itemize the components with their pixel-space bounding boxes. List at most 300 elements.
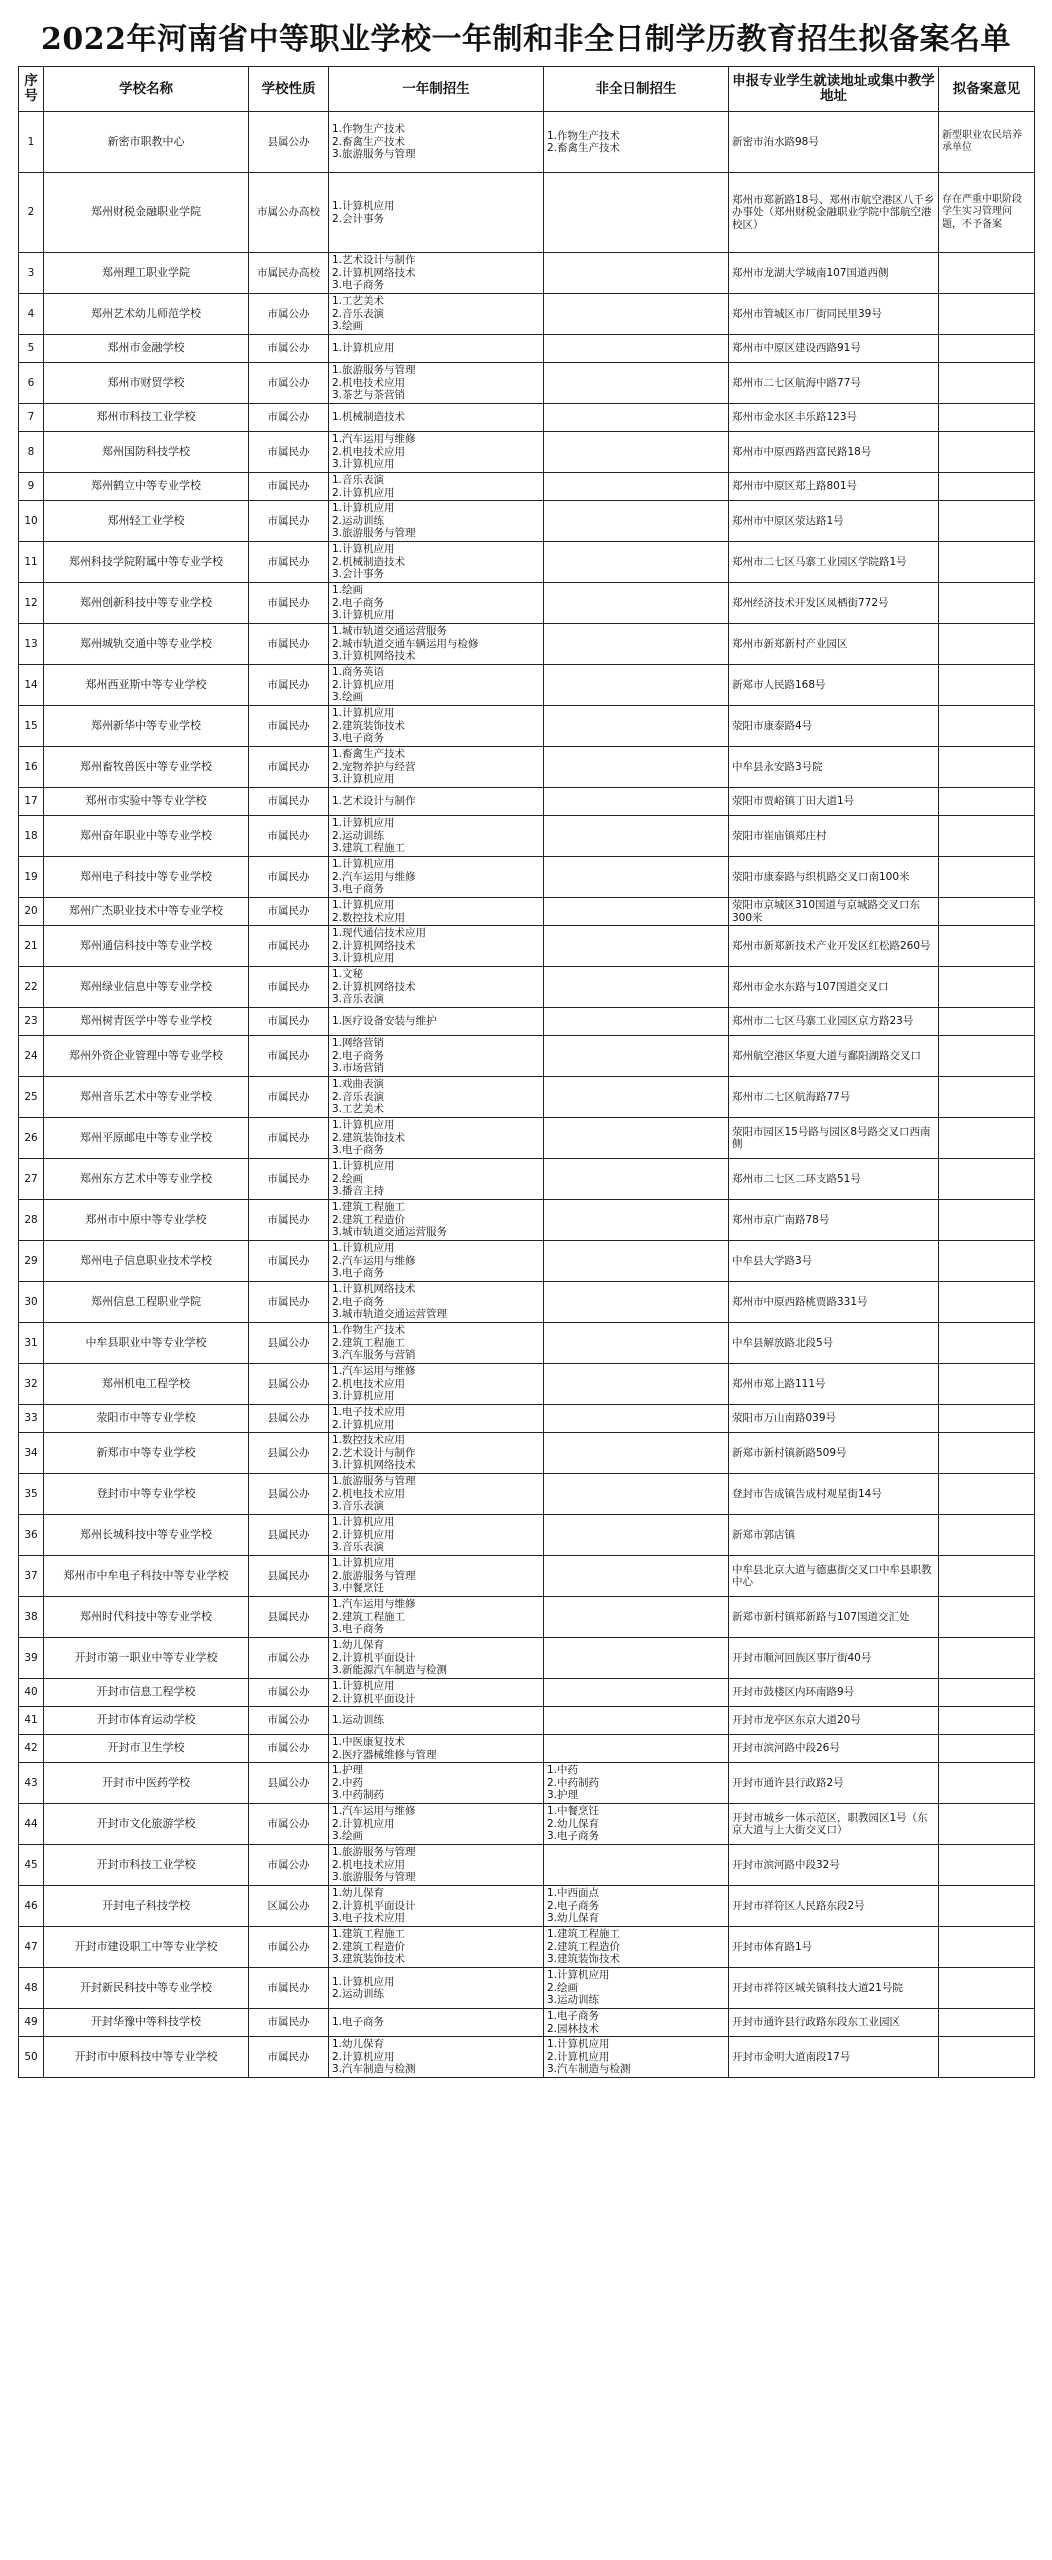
registration-opinion [939,542,1035,583]
school-name: 郑州音乐艺术中等专业学校 [44,1077,249,1118]
part-time-majors: 1.中餐烹饪 2.幼儿保育 3.电子商务 [544,1804,729,1845]
one-year-majors: 1.计算机应用 2.汽车运用与维修 3.电子商务 [329,857,544,898]
teaching-address: 郑州市二七区马寨工业园区学院路1号 [729,542,939,583]
school-name: 郑州机电工程学校 [44,1364,249,1405]
part-time-majors [544,1323,729,1364]
school-name: 郑州科技学院附属中等专业学校 [44,542,249,583]
one-year-majors: 1.计算机应用 [329,335,544,363]
part-time-majors: 1.建筑工程施工 2.建筑工程造价 3.建筑装饰技术 [544,1927,729,1968]
row-number: 19 [19,857,44,898]
school-name: 郑州市中牟电子科技中等专业学校 [44,1556,249,1597]
teaching-address: 郑州市金水区丰乐路123号 [729,404,939,432]
registration-opinion [939,665,1035,706]
teaching-address: 新密市洧水路98号 [729,112,939,173]
part-time-majors [544,665,729,706]
school-nature: 市属民办 [249,788,329,816]
table-row [19,294,1035,335]
part-time-majors [544,747,729,788]
table-row [19,1763,1035,1804]
school-name: 郑州电子科技中等专业学校 [44,857,249,898]
row-number: 16 [19,747,44,788]
row-number: 12 [19,583,44,624]
row-number: 41 [19,1707,44,1735]
header-one-year-enrollment: 一年制招生 [329,67,544,112]
school-nature: 县属公办 [249,1474,329,1515]
school-name: 开封市信息工程学校 [44,1679,249,1707]
school-nature: 市属民办 [249,1200,329,1241]
part-time-majors [544,1735,729,1763]
teaching-address: 中牟县北京大道与德惠街交叉口中牟县职教中心 [729,1556,939,1597]
school-name: 郑州树青医学中等专业学校 [44,1008,249,1036]
table-row [19,1241,1035,1282]
part-time-majors [544,1433,729,1474]
school-nature: 县属公办 [249,1763,329,1804]
row-number: 50 [19,2037,44,2078]
teaching-address: 荥阳市万山南路039号 [729,1405,939,1433]
school-name: 郑州轻工业学校 [44,501,249,542]
school-name: 郑州信息工程职业学院 [44,1282,249,1323]
registration-opinion [939,898,1035,926]
school-name: 开封市文化旅游学校 [44,1804,249,1845]
part-time-majors [544,173,729,253]
school-nature: 市属民办 [249,1008,329,1036]
one-year-majors: 1.旅游服务与管理 2.机电技术应用 3.音乐表演 [329,1474,544,1515]
registration-opinion [939,1845,1035,1886]
registration-opinion [939,788,1035,816]
school-name: 郑州外资企业管理中等专业学校 [44,1036,249,1077]
table-row [19,665,1035,706]
school-nature: 市属民办 [249,967,329,1008]
part-time-majors: 1.中西面点 2.电子商务 3.幼儿保育 [544,1886,729,1927]
one-year-majors: 1.文秘 2.计算机网络技术 3.音乐表演 [329,967,544,1008]
teaching-address: 中牟县解放路北段5号 [729,1323,939,1364]
part-time-majors [544,404,729,432]
table-row [19,1008,1035,1036]
teaching-address: 新郑市新村镇新路509号 [729,1433,939,1474]
one-year-majors: 1.网络营销 2.电子商务 3.市场营销 [329,1036,544,1077]
one-year-majors: 1.计算机应用 2.建筑装饰技术 3.电子商务 [329,706,544,747]
row-number: 28 [19,1200,44,1241]
part-time-majors: 1.作物生产技术 2.畜禽生产技术 [544,112,729,173]
part-time-majors [544,1474,729,1515]
registration-opinion [939,1886,1035,1927]
school-name: 开封市科技工业学校 [44,1845,249,1886]
part-time-majors [544,1008,729,1036]
row-number: 32 [19,1364,44,1405]
registration-opinion [939,363,1035,404]
one-year-majors: 1.电子商务 [329,2009,544,2037]
one-year-majors: 1.计算机应用 2.运动训练 3.旅游服务与管理 [329,501,544,542]
registration-opinion [939,1679,1035,1707]
registration-opinion [939,967,1035,1008]
school-name: 郑州时代科技中等专业学校 [44,1597,249,1638]
registration-opinion [939,1638,1035,1679]
part-time-majors [544,473,729,501]
part-time-majors [544,1241,729,1282]
teaching-address: 郑州市中原区郑上路801号 [729,473,939,501]
registration-opinion: 新型职业农民培养承单位 [939,112,1035,173]
school-name: 开封市中原科技中等专业学校 [44,2037,249,2078]
school-nature: 市属民办 [249,583,329,624]
table-row [19,1405,1035,1433]
school-name: 郑州城轨交通中等专业学校 [44,624,249,665]
school-nature: 市属公办 [249,1638,329,1679]
school-name: 郑州创新科技中等专业学校 [44,583,249,624]
school-name: 郑州鹤立中等专业学校 [44,473,249,501]
table-row [19,1886,1035,1927]
row-number: 20 [19,898,44,926]
teaching-address: 开封市祥符区人民路东段2号 [729,1886,939,1927]
teaching-address: 郑州市中原西路西富民路18号 [729,432,939,473]
registration-opinion: 存在严重中职阶段学生实习管理问题，不予备案 [939,173,1035,253]
registration-opinion [939,1804,1035,1845]
teaching-address: 开封市滨河路中段26号 [729,1735,939,1763]
teaching-address: 郑州市二七区二环支路51号 [729,1159,939,1200]
row-number: 48 [19,1968,44,2009]
school-name: 郑州市金融学校 [44,335,249,363]
school-name: 新密市职教中心 [44,112,249,173]
part-time-majors [544,294,729,335]
row-number: 36 [19,1515,44,1556]
row-number: 1 [19,112,44,173]
registration-opinion [939,1556,1035,1597]
teaching-address: 开封市城乡一体示范区，职教园区1号（东京大道与上大街交叉口） [729,1804,939,1845]
teaching-address: 郑州市二七区马寨工业园区京方路23号 [729,1008,939,1036]
row-number: 37 [19,1556,44,1597]
teaching-address: 郑州市中原区荥达路1号 [729,501,939,542]
registration-opinion [939,1008,1035,1036]
one-year-majors: 1.工艺美术 2.音乐表演 3.绘画 [329,294,544,335]
school-name: 开封新民科技中等专业学校 [44,1968,249,2009]
school-nature: 县属公办 [249,1433,329,1474]
school-nature: 县属民办 [249,1515,329,1556]
teaching-address: 开封市通许县行政路2号 [729,1763,939,1804]
school-nature: 市属民办 [249,1282,329,1323]
table-row [19,253,1035,294]
table-row [19,1323,1035,1364]
school-nature: 市属民办 [249,747,329,788]
one-year-majors: 1.汽车运用与维修 2.机电技术应用 3.计算机应用 [329,432,544,473]
school-nature: 市属民办高校 [249,253,329,294]
part-time-majors: 1.电子商务 2.园林技术 [544,2009,729,2037]
row-number: 5 [19,335,44,363]
school-name: 郑州市中原中等专业学校 [44,1200,249,1241]
one-year-majors: 1.计算机应用 2.会计事务 [329,173,544,253]
table-row [19,1968,1035,2009]
school-nature: 县属公办 [249,1364,329,1405]
table-row [19,404,1035,432]
one-year-majors: 1.汽车运用与维修 2.机电技术应用 3.计算机应用 [329,1364,544,1405]
registration-opinion [939,1118,1035,1159]
row-number: 22 [19,967,44,1008]
registration-opinion [939,294,1035,335]
row-number: 26 [19,1118,44,1159]
registration-opinion [939,1597,1035,1638]
school-name: 郑州畜牧兽医中等专业学校 [44,747,249,788]
row-number: 25 [19,1077,44,1118]
row-number: 6 [19,363,44,404]
school-name: 郑州市实验中等专业学校 [44,788,249,816]
part-time-majors [544,432,729,473]
school-nature: 市属民办 [249,1159,329,1200]
one-year-majors: 1.汽车运用与维修 2.建筑工程施工 3.电子商务 [329,1597,544,1638]
one-year-majors: 1.护理 2.中药 3.中药制药 [329,1763,544,1804]
row-number: 47 [19,1927,44,1968]
school-nature: 县属公办 [249,1323,329,1364]
teaching-address: 郑州经济技术开发区凤栖街772号 [729,583,939,624]
registration-opinion [939,624,1035,665]
part-time-majors [544,816,729,857]
teaching-address: 郑州市中原区建设西路91号 [729,335,939,363]
row-number: 4 [19,294,44,335]
table-row [19,1282,1035,1323]
registration-opinion [939,1323,1035,1364]
table-row [19,1927,1035,1968]
one-year-majors: 1.艺术设计与制作 [329,788,544,816]
row-number: 13 [19,624,44,665]
school-name: 开封华豫中等科技学校 [44,2009,249,2037]
school-nature: 市属民办 [249,473,329,501]
part-time-majors [544,788,729,816]
part-time-majors [544,335,729,363]
school-name: 郑州电子信息职业技术学校 [44,1241,249,1282]
part-time-majors: 1.计算机应用 2.绘画 3.运动训练 [544,1968,729,2009]
table-row [19,2009,1035,2037]
school-nature: 市属公办 [249,363,329,404]
one-year-majors: 1.机械制造技术 [329,404,544,432]
registration-opinion [939,816,1035,857]
school-name: 郑州通信科技中等专业学校 [44,926,249,967]
one-year-majors: 1.运动训练 [329,1707,544,1735]
teaching-address: 郑州市京广南路78号 [729,1200,939,1241]
school-nature: 市属公办 [249,404,329,432]
teaching-address: 新郑市新村镇郑新路与107国道交汇处 [729,1597,939,1638]
part-time-majors: 1.中药 2.中药制药 3.护理 [544,1763,729,1804]
one-year-majors: 1.作物生产技术 2.建筑工程施工 3.汽车服务与营销 [329,1323,544,1364]
part-time-majors: 1.计算机应用 2.计算机应用 3.汽车制造与检测 [544,2037,729,2078]
teaching-address: 中牟县大学路3号 [729,1241,939,1282]
table-row [19,173,1035,253]
school-name: 郑州财税金融职业学院 [44,173,249,253]
school-name: 郑州艺术幼儿师范学校 [44,294,249,335]
row-number: 10 [19,501,44,542]
table-row [19,583,1035,624]
one-year-majors: 1.计算机应用 2.绘画 3.播音主持 [329,1159,544,1200]
one-year-majors: 1.计算机应用 2.机械制造技术 3.会计事务 [329,542,544,583]
table-row [19,1036,1035,1077]
teaching-address: 郑州航空港区华夏大道与鄱阳湖路交叉口 [729,1036,939,1077]
table-row [19,926,1035,967]
table-row [19,898,1035,926]
part-time-majors [544,363,729,404]
table-row [19,967,1035,1008]
row-number: 33 [19,1405,44,1433]
teaching-address: 开封市金明大道南段17号 [729,2037,939,2078]
school-nature: 市属民办 [249,1036,329,1077]
school-nature: 市属民办 [249,432,329,473]
table-row [19,816,1035,857]
school-nature: 市属民办 [249,857,329,898]
one-year-majors: 1.计算机应用 2.运动训练 3.建筑工程施工 [329,816,544,857]
teaching-address: 开封市顺河回族区事厅街40号 [729,1638,939,1679]
school-name: 郑州新华中等专业学校 [44,706,249,747]
school-nature: 市属民办 [249,501,329,542]
part-time-majors [544,1364,729,1405]
part-time-majors [544,1638,729,1679]
part-time-majors [544,1282,729,1323]
header-no: 序号 [19,67,44,112]
one-year-majors: 1.幼儿保育 2.计算机应用 3.汽车制造与检测 [329,2037,544,2078]
one-year-majors: 1.商务英语 2.计算机应用 3.绘画 [329,665,544,706]
one-year-majors: 1.旅游服务与管理 2.机电技术应用 3.旅游服务与管理 [329,1845,544,1886]
registration-opinion [939,1159,1035,1200]
one-year-majors: 1.绘画 2.电子商务 3.计算机应用 [329,583,544,624]
table-row [19,1804,1035,1845]
teaching-address: 郑州市郑新路18号、郑州市航空港区八千乡办事处（郑州财税金融职业学院中部航空港校区） [729,173,939,253]
row-number: 49 [19,2009,44,2037]
table-row [19,747,1035,788]
teaching-address: 开封市体育路1号 [729,1927,939,1968]
teaching-address: 郑州市郑上路111号 [729,1364,939,1405]
row-number: 40 [19,1679,44,1707]
row-number: 42 [19,1735,44,1763]
school-nature: 市属民办 [249,624,329,665]
school-name: 中牟县职业中等专业学校 [44,1323,249,1364]
table-row [19,1638,1035,1679]
registration-opinion [939,1200,1035,1241]
part-time-majors [544,926,729,967]
school-nature: 县属民办 [249,1597,329,1638]
part-time-majors [544,706,729,747]
school-nature: 市属公办 [249,1735,329,1763]
part-time-majors [544,857,729,898]
part-time-majors [544,1077,729,1118]
teaching-address: 郑州市金水东路与107国道交叉口 [729,967,939,1008]
registration-opinion [939,1241,1035,1282]
school-nature: 市属公办 [249,1707,329,1735]
school-nature: 市属民办 [249,898,329,926]
school-nature: 市属民办 [249,665,329,706]
row-number: 31 [19,1323,44,1364]
school-nature: 县属公办 [249,1405,329,1433]
registration-opinion [939,1036,1035,1077]
table-row [19,1515,1035,1556]
table-row [19,542,1035,583]
one-year-majors: 1.旅游服务与管理 2.机电技术应用 3.茶艺与茶营销 [329,363,544,404]
table-row [19,2037,1035,2078]
school-nature: 市属民办 [249,816,329,857]
table-row [19,363,1035,404]
teaching-address: 郑州市二七区航海中路77号 [729,363,939,404]
one-year-majors: 1.计算机应用 2.计算机应用 3.音乐表演 [329,1515,544,1556]
table-row [19,624,1035,665]
one-year-majors: 1.计算机应用 2.运动训练 [329,1968,544,2009]
document-title: 2022年河南省中等职业学校一年制和非全日制学历教育招生拟备案名单 [41,22,1011,57]
teaching-address: 荥阳市康泰路4号 [729,706,939,747]
registration-opinion [939,404,1035,432]
school-name: 郑州奋年职业中等专业学校 [44,816,249,857]
teaching-address: 郑州市新郑新技术产业开发区红松路260号 [729,926,939,967]
table-row [19,1597,1035,1638]
school-nature: 市属民办 [249,1118,329,1159]
row-number: 14 [19,665,44,706]
registration-opinion [939,335,1035,363]
teaching-address: 荥阳市京城区310国道与京城路交叉口东300米 [729,898,939,926]
school-nature: 市属公办 [249,1804,329,1845]
school-nature: 市属民办 [249,706,329,747]
table-row [19,1556,1035,1597]
one-year-majors: 1.计算机应用 2.汽车运用与维修 3.电子商务 [329,1241,544,1282]
table-body [19,112,1035,2078]
part-time-majors [544,1707,729,1735]
teaching-address: 中牟县永安路3号院 [729,747,939,788]
registration-opinion [939,1735,1035,1763]
registration-opinion [939,1364,1035,1405]
school-nature: 市属公办高校 [249,173,329,253]
school-nature: 区属公办 [249,1886,329,1927]
registration-opinion [939,706,1035,747]
table-row [19,1200,1035,1241]
teaching-address: 荥阳市贾峪镇丁田大道1号 [729,788,939,816]
school-name: 郑州广杰职业技术中等专业学校 [44,898,249,926]
teaching-address: 开封市鼓楼区内环南路9号 [729,1679,939,1707]
row-number: 30 [19,1282,44,1323]
registration-opinion [939,1405,1035,1433]
part-time-majors [544,1200,729,1241]
row-number: 24 [19,1036,44,1077]
teaching-address: 荥阳市园区15号路与园区8号路交叉口西南侧 [729,1118,939,1159]
row-number: 7 [19,404,44,432]
table-row [19,1077,1035,1118]
row-number: 35 [19,1474,44,1515]
registration-opinion [939,1968,1035,2009]
school-nature: 市属公办 [249,1927,329,1968]
school-name: 郑州绿业信息中等专业学校 [44,967,249,1008]
row-number: 8 [19,432,44,473]
one-year-majors: 1.计算机网络技术 2.电子商务 3.城市轨道交通运营管理 [329,1282,544,1323]
row-number: 46 [19,1886,44,1927]
one-year-majors: 1.电子技术应用 2.计算机应用 [329,1405,544,1433]
teaching-address: 郑州市管城区市厂街同民里39号 [729,294,939,335]
part-time-majors [544,967,729,1008]
part-time-majors [544,1036,729,1077]
part-time-majors [544,253,729,294]
registration-opinion [939,583,1035,624]
teaching-address: 荥阳市康泰路与织机路交叉口南100米 [729,857,939,898]
header-registration-opinion: 拟备案意见 [939,67,1035,112]
table-row [19,1159,1035,1200]
row-number: 17 [19,788,44,816]
part-time-majors [544,1159,729,1200]
registration-opinion [939,432,1035,473]
teaching-address: 新郑市郭店镇 [729,1515,939,1556]
teaching-address: 郑州市新郑新村产业园区 [729,624,939,665]
one-year-majors: 1.建筑工程施工 2.建筑工程造价 3.建筑装饰技术 [329,1927,544,1968]
registration-opinion [939,1763,1035,1804]
school-name: 开封市中医药学校 [44,1763,249,1804]
row-number: 34 [19,1433,44,1474]
school-name: 开封电子科技学校 [44,1886,249,1927]
one-year-majors: 1.汽车运用与维修 2.计算机应用 3.绘画 [329,1804,544,1845]
part-time-majors [544,1515,729,1556]
row-number: 27 [19,1159,44,1200]
registration-opinion [939,1282,1035,1323]
school-nature: 市属公办 [249,1679,329,1707]
row-number: 21 [19,926,44,967]
part-time-majors [544,583,729,624]
school-name: 开封市体育运动学校 [44,1707,249,1735]
school-name: 郑州市科技工业学校 [44,404,249,432]
